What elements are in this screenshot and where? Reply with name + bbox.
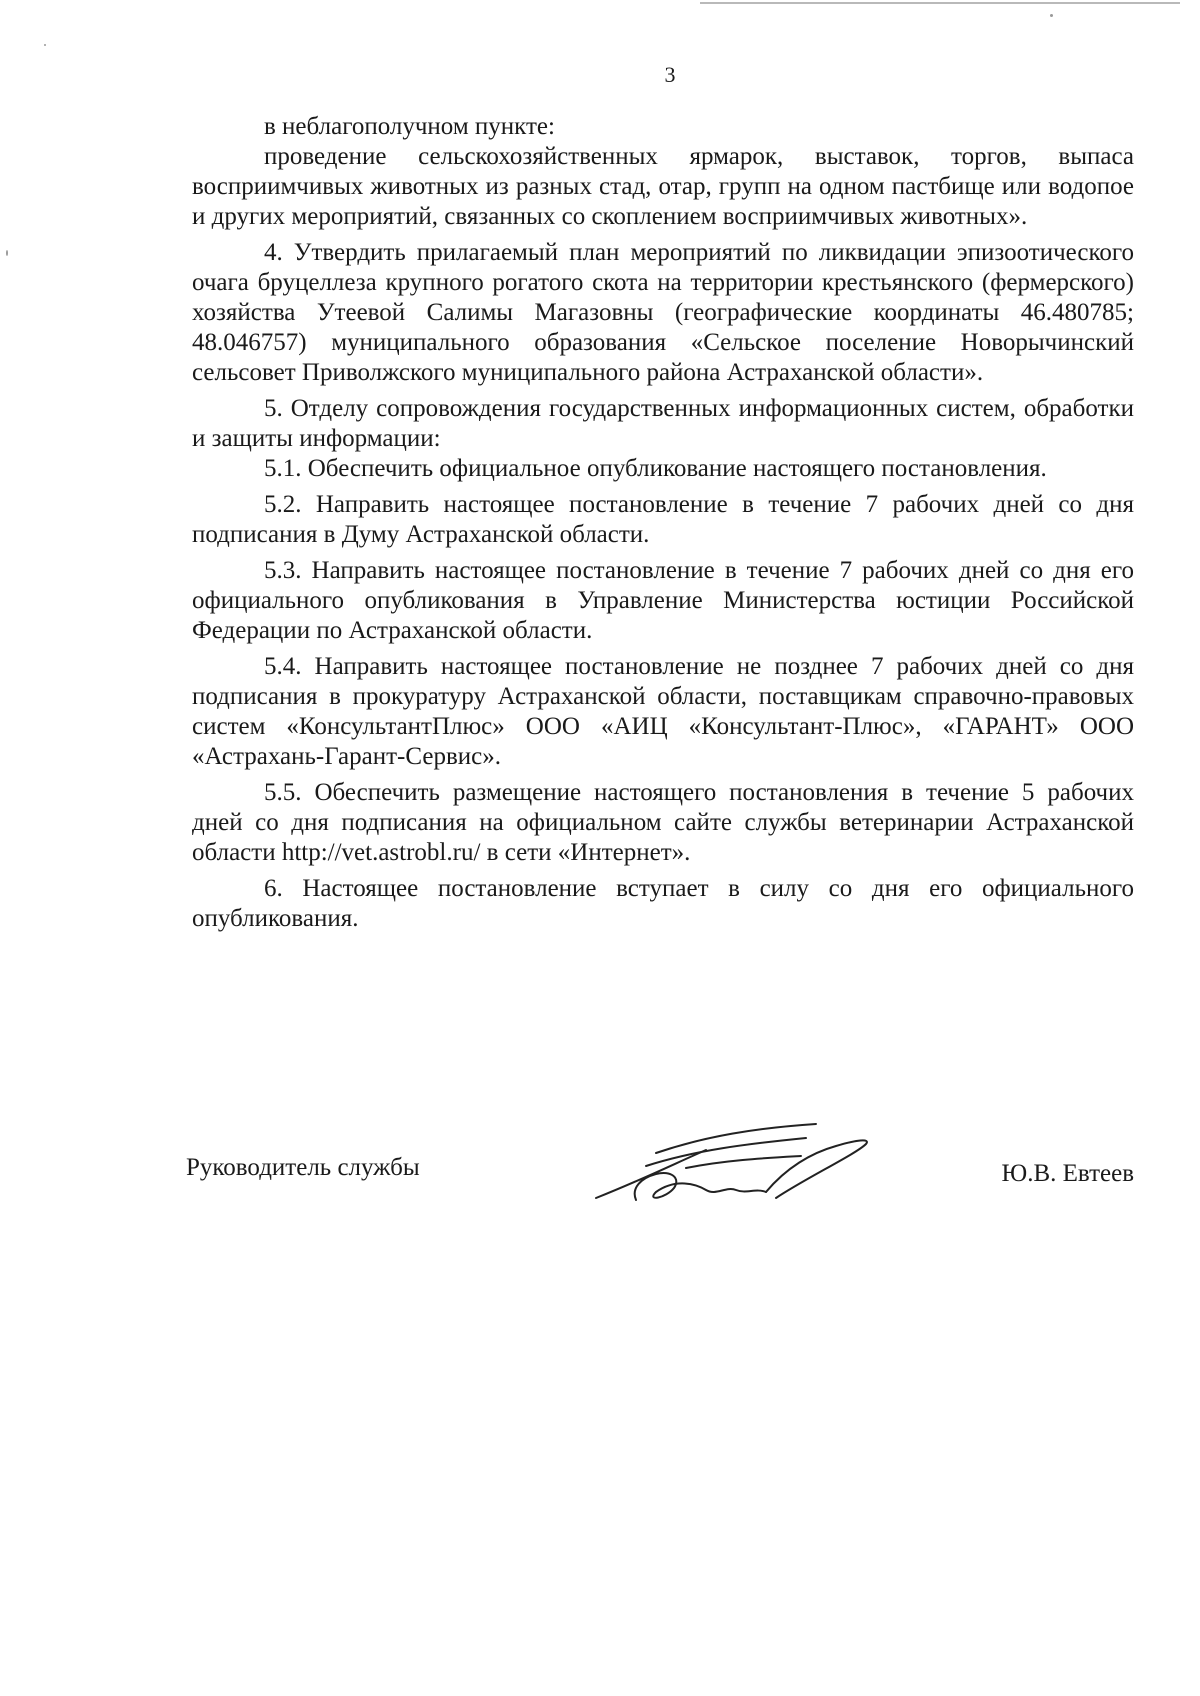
scan-speck <box>6 250 8 256</box>
scan-edge-line <box>700 2 1180 4</box>
paragraph: проведение сельскохозяйственных ярмарок, выставок, торгов, выпаса восприимчивых животных из разных стад, отар, групп на одном пастбище или водопое и других мероприятий, связанных со скоплением восприимчивых животных». <box>192 143 1134 230</box>
signer-name: Ю.В. Евтеев <box>1001 1160 1134 1187</box>
signature-block <box>186 1140 1134 1230</box>
paragraph: 4. Утвердить прилагаемый план мероприятий по ликвидации эпизоотического очага бруцеллеза крупного рогатого скота на территории крестьянского (фермерского) хозяйства Утеевой Салимы Магазовны (географические координаты 46.480785; 48.046757) муниципального образования «Сельское поселение Новорычинский сельсовет Приволжского муниципального района Астраханской области». <box>192 239 1134 386</box>
page-number: 3 <box>664 62 676 87</box>
document-body <box>192 112 1134 934</box>
scan-speck <box>1050 14 1053 17</box>
paragraph: 5.1. Обеспечить официальное опубликование настоящего постановления. <box>264 455 1047 482</box>
paragraph: 6. Настоящее постановление вступает в силу со дня его официального опубликования. <box>192 875 1134 932</box>
scan-speck <box>44 44 46 46</box>
paragraph: 5.4. Направить настоящее постановление не позднее 7 рабочих дней со дня подписания в прокуратуру Астраханской области, поставщикам справочно-правовых систем «КонсультантПлюс» ООО «АИЦ «Консультант-Плюс», «ГАРАНТ» ООО «Астрахань-Гарант-Сервис». <box>192 653 1134 770</box>
paragraph: 5.2. Направить настоящее постановление в течение 7 рабочих дней со дня подписания в Думу Астраханской области. <box>192 491 1134 548</box>
paragraph: в неблагополучном пункте: <box>264 113 555 140</box>
paragraph: 5.5. Обеспечить размещение настоящего постановления в течение 5 рабочих дней со дня подписания на официальном сайте службы ветеринарии Астраханской области http://vet.astrobl.ru/ в сети «Интернет». <box>192 779 1134 866</box>
paragraph: 5.3. Направить настоящее постановление в течение 7 рабочих дней со дня его официального опубликования в Управление Министерства юстиции Российской Федерации по Астраханской области. <box>192 557 1134 644</box>
paragraph: 5. Отделу сопровождения государственных информационных систем, обработки и защиты информации: <box>192 395 1134 452</box>
signer-title: Руководитель службы <box>186 1154 420 1181</box>
handwritten-signature <box>586 1108 886 1218</box>
